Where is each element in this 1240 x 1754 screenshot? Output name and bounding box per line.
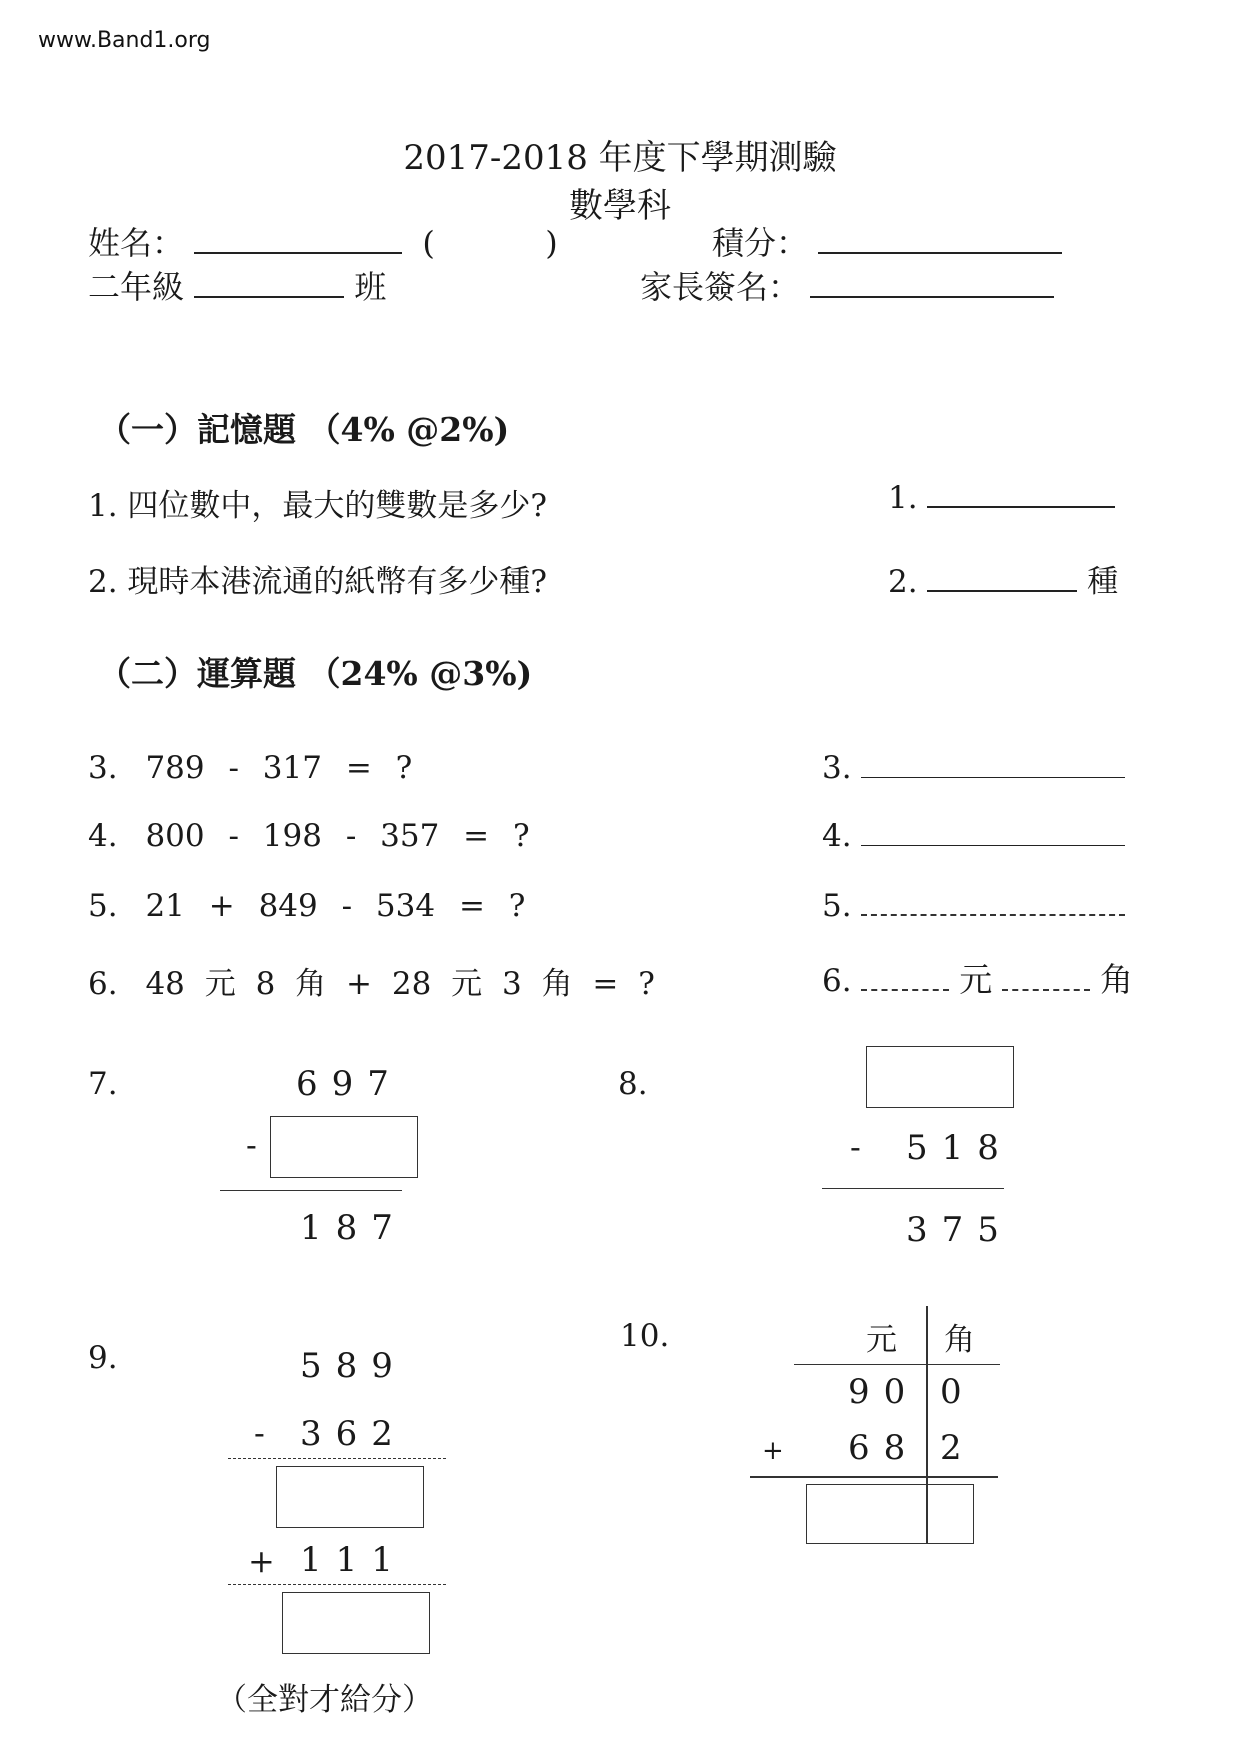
name-row: [88, 218, 558, 264]
question-7-number: 7.: [88, 1066, 118, 1102]
answer-2-unit: 種: [1087, 564, 1119, 600]
question-9-line-1: [228, 1458, 446, 1459]
question-5-number: 5.: [88, 888, 118, 924]
subject-title: 數學科: [569, 186, 671, 226]
question-3-expression: 789 - 317 = ?: [145, 750, 413, 786]
question-9-operator-2: +: [248, 1542, 275, 1580]
class-suffix: 班: [354, 268, 387, 306]
question-10-row2-yuan: 68: [848, 1428, 920, 1468]
answer-6-label: 6.: [822, 963, 852, 999]
question-9-note: （全對才給分）: [216, 1682, 433, 1718]
question-5-expression: 21 + 849 - 534 = ?: [145, 888, 526, 924]
question-10-jiao-header: 角: [944, 1322, 975, 1358]
grade-label: 二年級: [88, 268, 185, 306]
question-3: [88, 750, 412, 786]
answer-3-field[interactable]: [861, 751, 1125, 778]
answer-6: [822, 954, 1133, 1001]
class-row: [88, 262, 386, 308]
score-label: 積分：: [712, 224, 809, 262]
question-10-row1-jiao: 0: [940, 1372, 976, 1412]
answer-3-label: 3.: [822, 750, 852, 786]
answer-3: [822, 750, 1125, 786]
answer-5: [822, 888, 1125, 924]
question-9-number: 9.: [88, 1340, 118, 1376]
question-7-top: 697: [296, 1064, 403, 1104]
question-4: [88, 818, 530, 854]
question-9-operator-1: -: [254, 1414, 265, 1452]
question-1: 1. 四位數中，最大的雙數是多少?: [88, 488, 548, 524]
answer-6-jiao-field[interactable]: [1002, 963, 1090, 991]
parent-signature-row: [640, 262, 1054, 308]
answer-1: [888, 480, 1115, 516]
class-field[interactable]: [194, 268, 344, 298]
question-10-operator: +: [762, 1436, 784, 1466]
question-8-result: 375: [906, 1210, 1013, 1250]
question-8-line: [822, 1188, 1004, 1189]
question-6-expression: 48 元 8 角 + 28 元 3 角 = ?: [145, 966, 655, 1002]
section2-title: （二）運算題 （24% @3%): [98, 654, 533, 693]
question-9-top: 589: [300, 1346, 407, 1386]
question-8-answer-box[interactable]: [866, 1046, 1014, 1108]
question-4-number: 4.: [88, 818, 118, 854]
answer-4-label: 4.: [822, 818, 852, 854]
section1-title: （一）記憶題 （4% @2%): [98, 410, 510, 449]
paren-open: (: [422, 224, 435, 262]
answer-2-label: 2.: [888, 564, 918, 600]
parent-signature-label: 家長簽名：: [640, 268, 801, 306]
answer-1-field[interactable]: [927, 480, 1115, 508]
question-8-subtrahend: 518: [906, 1128, 1013, 1168]
question-8-operator: -: [850, 1128, 861, 1166]
answer-6-jiao-unit: 角: [1100, 960, 1134, 999]
answer-2: [888, 556, 1118, 601]
site-url: www.Band1.org: [38, 28, 211, 53]
question-7-line: [220, 1190, 402, 1191]
answer-5-label: 5.: [822, 888, 852, 924]
parent-signature-field[interactable]: [810, 268, 1054, 298]
question-10-sum-line: [750, 1476, 998, 1478]
question-5: [88, 888, 525, 924]
question-9-subtrahend: 362: [300, 1414, 407, 1454]
answer-4: [822, 818, 1125, 854]
answer-4-field[interactable]: [861, 819, 1125, 846]
score-field[interactable]: [818, 224, 1062, 254]
question-10-yuan-header: 元: [866, 1322, 897, 1358]
answer-6-yuan-unit: 元: [959, 960, 993, 999]
answer-1-label: 1.: [888, 480, 918, 516]
question-10-row2-jiao: 2: [940, 1428, 976, 1468]
question-10-number: 10.: [620, 1318, 670, 1354]
question-6-number: 6.: [88, 966, 118, 1002]
question-2: 2. 現時本港流通的紙幣有多少種?: [88, 564, 548, 600]
answer-6-yuan-field[interactable]: [861, 963, 949, 991]
question-7-answer-box[interactable]: [270, 1116, 418, 1178]
score-row: [712, 218, 1062, 264]
page-title: 2017-2018 年度下學期測驗: [403, 138, 837, 178]
question-9-addend: 111: [300, 1540, 407, 1580]
question-4-expression: 800 - 198 - 357 = ?: [145, 818, 530, 854]
question-9-line-2: [228, 1584, 446, 1585]
question-9-answer-box-1[interactable]: [276, 1466, 424, 1528]
answer-2-field[interactable]: [927, 564, 1077, 592]
name-label: 姓名：: [88, 224, 185, 262]
question-9-answer-box-2[interactable]: [282, 1592, 430, 1654]
name-field[interactable]: [194, 224, 402, 254]
answer-5-field[interactable]: [861, 888, 1125, 916]
question-3-number: 3.: [88, 750, 118, 786]
question-6: [88, 958, 655, 1003]
question-10-row1-yuan: 90: [848, 1372, 920, 1412]
paren-close: ): [545, 224, 558, 262]
question-7-operator: -: [246, 1126, 257, 1164]
question-10-answer-box[interactable]: [806, 1484, 974, 1544]
question-10-header-line: [794, 1364, 1000, 1365]
question-7-result: 187: [300, 1208, 407, 1248]
question-8-number: 8.: [618, 1066, 648, 1102]
